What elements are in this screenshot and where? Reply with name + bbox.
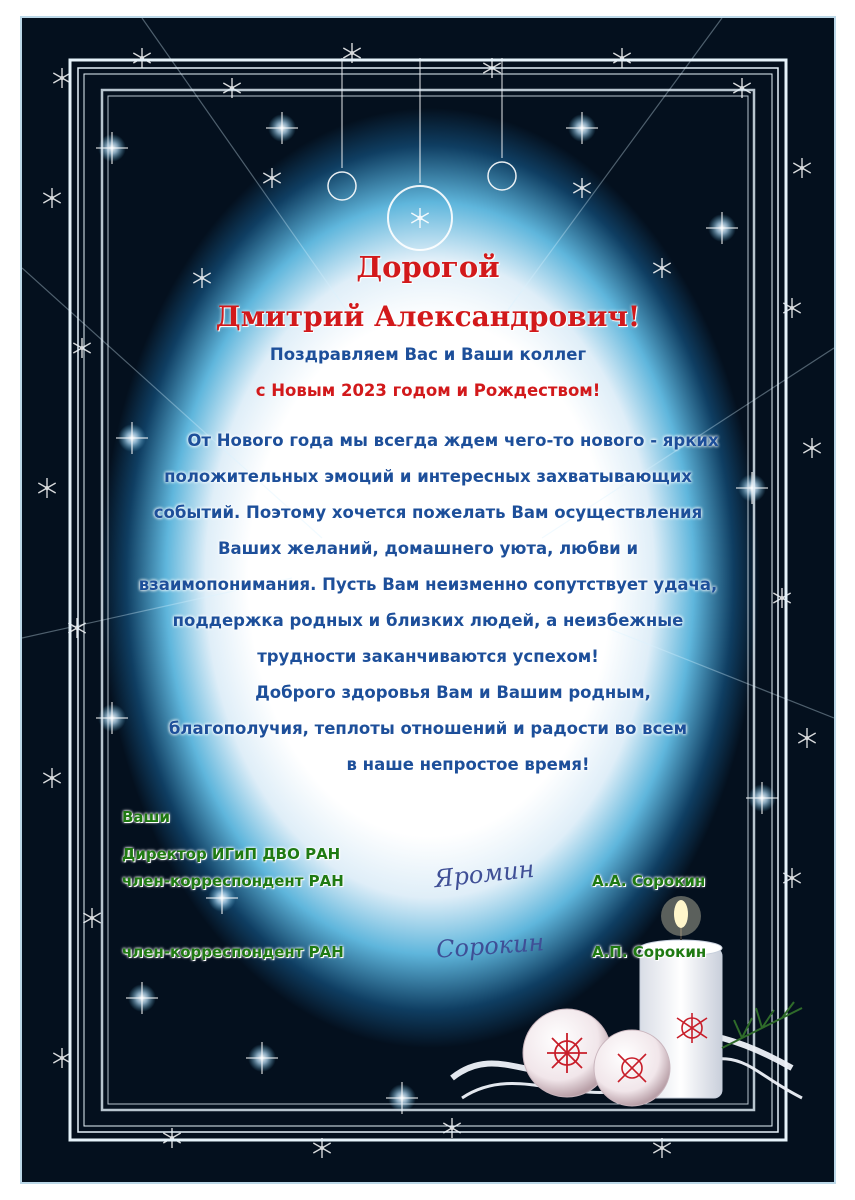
- recipient-name: Дмитрий Александрович!: [215, 300, 641, 333]
- decorative-background: [22, 18, 834, 1182]
- signer1-title-line1: Директор ИГиП ДВО РАН: [122, 845, 341, 863]
- body-line: Доброго здоровья Вам и Вашим родным,: [255, 683, 651, 702]
- body-line: событий. Поэтому хочется пожелать Вам осуществления: [153, 503, 703, 522]
- signer2-signature: Сорокин: [435, 928, 546, 964]
- body-line: положительных эмоций и интересных захватывающих: [164, 467, 692, 486]
- signer2-title: член-корреспондент РАН: [122, 943, 344, 961]
- signer1-name: А.А. Сорокин: [592, 872, 706, 890]
- pine-branch: [722, 1002, 802, 1048]
- greeting-card: [22, 18, 834, 1182]
- body-line: Ваших желаний, домашнего уюта, любви и: [217, 539, 639, 558]
- body-line: взаимопонимания. Пусть Вам неизменно сопутствует удача,: [138, 575, 718, 594]
- signer1-title-line2: член-корреспондент РАН: [122, 872, 344, 890]
- body-line: в наше непростое время!: [346, 755, 590, 774]
- congrats-line-2: с Новым 2023 годом и Рождеством!: [255, 381, 601, 400]
- body-line: трудности заканчиваются успехом!: [257, 647, 599, 666]
- body-line: благополучия, теплоты отношений и радости во всем: [168, 719, 688, 738]
- greeting-title: Дорогой: [356, 250, 500, 284]
- congrats-line-1: Поздравляем Вас и Ваши коллег: [269, 345, 587, 364]
- body-line: поддержка родных и близких людей, а неизбежные: [172, 611, 684, 630]
- body-line: От Нового года мы всегда ждем чего-то нового - ярких: [187, 431, 719, 450]
- signer1-signature: Яромин: [432, 854, 536, 894]
- signer2-name: А.П. Сорокин: [592, 943, 707, 961]
- christmas-ornament-icon: [328, 58, 516, 250]
- closing-text: Ваши: [122, 808, 170, 826]
